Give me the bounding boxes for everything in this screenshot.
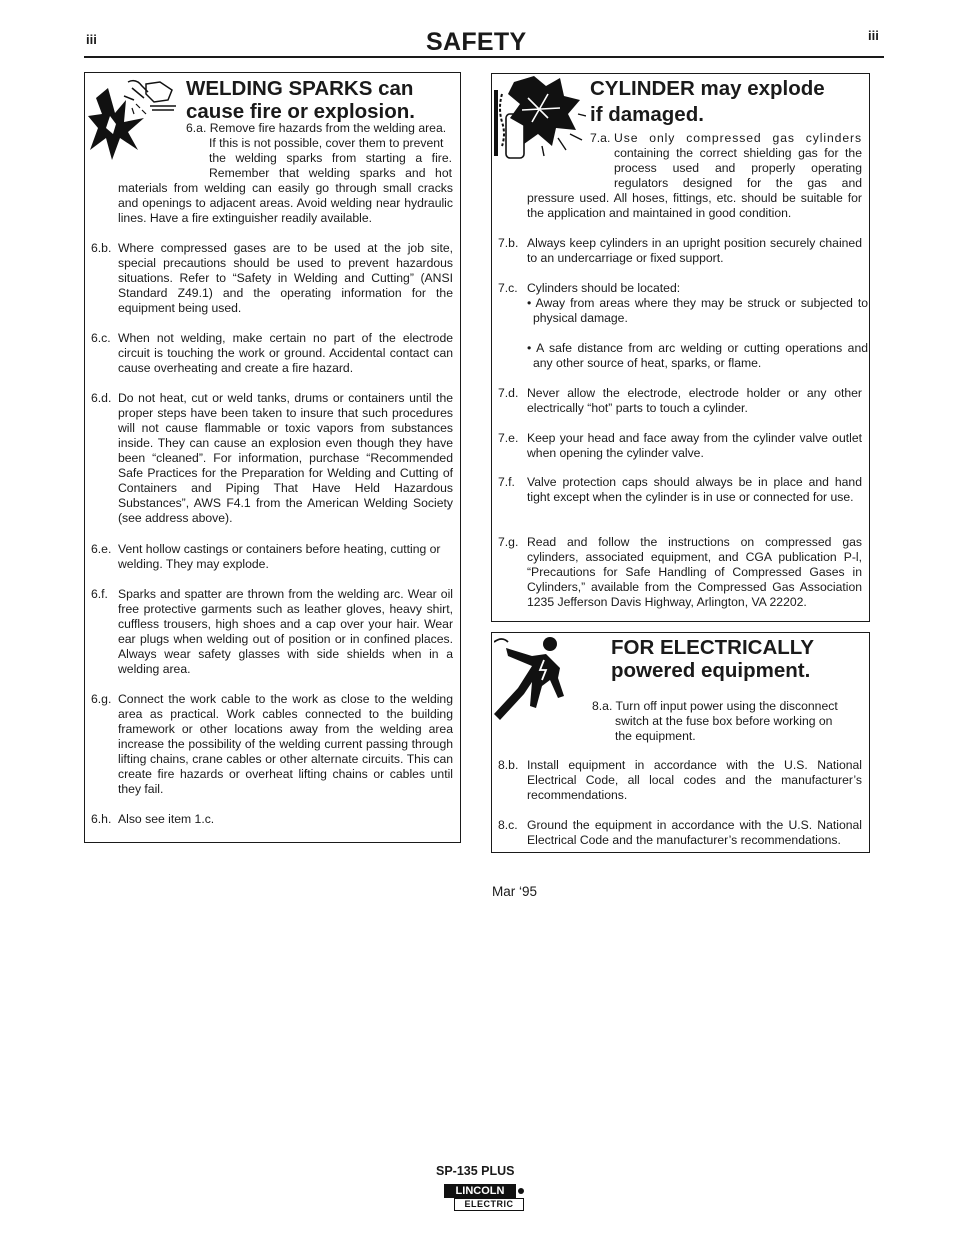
header-rule	[84, 56, 884, 58]
item-text: Never allow the electrode, electrode holder or any other electrically “hot” parts to touch a cylinder.	[527, 386, 862, 415]
item-text: Where compressed gases are to be used at the job site, special precautions should be used to prevent hazardous situations. Refer to “Safety in Welding and Cutting” (ANSI Standard Z49.1) and the operating information for the equipment being used.	[118, 241, 453, 315]
item-text: Do not heat, cut or weld tanks, drums or containers until the proper steps have been taken to insure that such procedures will not cause flammable or toxic vapors from substances inside. They can cause an explosion even though they have been “cleaned”. For information, purchase “Recommended Safe Practices for the Preparation for Welding and Cutting of Containers and Piping That Have Held Hazardous Substances”, AWS F4.1 from the American Welding Society (see address above).	[118, 391, 453, 525]
electric-shock-icon	[494, 634, 576, 729]
bullet-safe-distance: • A safe distance from arc welding or cutting operations and any other source of heat, sparks, or flame.	[527, 341, 868, 370]
item-number: 7.c.	[498, 281, 518, 295]
item-7g	[498, 535, 862, 610]
item-6b	[91, 241, 453, 316]
item-number: 6.c.	[91, 331, 111, 345]
item-6c	[91, 331, 453, 376]
item-number: 8.c.	[498, 818, 518, 832]
model-name: SP-135 PLUS	[436, 1164, 515, 1178]
page-number-right: iii	[868, 28, 879, 43]
item-6a-continued: materials from welding can easily go through small cracks and openings to adjacent areas. Avoid welding near hydraulic lines. Have a fire extinguisher readily available.	[118, 181, 453, 225]
item-7a-line1: Use only compressed gas cylinders	[614, 131, 862, 145]
welding-sparks-explosion-icon	[88, 78, 180, 167]
item-7a-line3: process used and properly operating	[614, 161, 862, 175]
item-number: 6.h.	[91, 812, 112, 826]
item-number: 8.b.	[498, 758, 519, 772]
item-7d	[498, 386, 862, 416]
item-text: Install equipment in accordance with the U.S. National Electrical Code, all local codes and the manufacturer’s recommendations.	[527, 758, 862, 802]
item-7a-continued: pressure used. All hoses, fittings, etc. should be suitable for the application and maintained in good condition.	[527, 191, 862, 220]
item-number: 6.b.	[91, 241, 112, 255]
item-6e	[91, 542, 453, 572]
item-text: Ground the equipment in accordance with the U.S. National Electrical Code and the manufacturer’s recommendations.	[527, 818, 862, 847]
logo-bottom-text: ELECTRIC	[454, 1198, 524, 1211]
item-text: Cylinders should be located:	[527, 281, 681, 295]
item-7a-line2: containing the correct shielding gas for the	[614, 146, 862, 160]
item-number: 7.f.	[498, 475, 515, 489]
item-7a-number: 7.a.	[590, 131, 611, 145]
item-7e	[498, 431, 862, 461]
item-6g	[91, 692, 453, 797]
item-6d	[91, 391, 453, 526]
item-number: 6.e.	[91, 542, 112, 556]
item-number: 7.g.	[498, 535, 519, 549]
item-text: Connect the work cable to the work as close to the welding area as practical. Work cables connected to the building framework or other locations away from the welding area increase the possibility of the welding current passing through lifting chains, crane cables or other alternate circuits. This can create fire hazards or overheat lifting chains or cables until they fail.	[118, 692, 453, 796]
item-number: 7.d.	[498, 386, 519, 400]
item-7a-line4: regulators designed for the gas and	[614, 176, 862, 190]
item-8b	[498, 758, 862, 803]
revision-date: Mar ‘95	[492, 884, 538, 899]
item-text: Also see item 1.c.	[118, 812, 215, 826]
cylinder-heading-line2: if damaged.	[590, 103, 704, 126]
item-6a-line4: Remember that welding sparks and hot	[209, 166, 452, 180]
item-6h	[91, 812, 453, 827]
item-number: 7.e.	[498, 431, 519, 445]
item-6a-line2: If this is not possible, cover them to prevent	[209, 136, 444, 150]
item-number: 6.g.	[91, 692, 112, 706]
item-7f	[498, 475, 862, 505]
logo-registered-dot	[518, 1188, 524, 1194]
exploding-cylinder-icon	[494, 74, 586, 165]
item-8a-line2: switch at the fuse box before working on	[615, 714, 833, 728]
item-6a-line1: 6.a. Remove fire hazards from the welding area.	[186, 121, 447, 135]
item-7b	[498, 236, 862, 266]
item-number: 7.b.	[498, 236, 519, 250]
lincoln-electric-logo	[444, 1184, 526, 1212]
item-6f	[91, 587, 453, 677]
page-title: SAFETY	[426, 28, 527, 56]
item-text: When not welding, make certain no part of the electrode circuit is touching the work or ground. Accidental contact can cause overheating and create a fire hazard.	[118, 331, 453, 375]
item-7c	[498, 281, 862, 296]
item-text: Read and follow the instructions on compressed gas cylinders, associated equipment, and CGA publication P-l, “Precautions for Safe Handling of Compressed Gases in Cylinders,” available from the Compressed Gas Association 1235 Jefferson Davis Highway, Arlington, VA 22202.	[527, 535, 862, 609]
item-number: 6.d.	[91, 391, 112, 405]
welding-sparks-heading-line2: cause fire or explosion.	[186, 100, 415, 123]
electrical-heading-line2: powered equipment.	[611, 659, 811, 682]
page-number-left: iii	[86, 32, 97, 47]
item-text: Sparks and spatter are thrown from the welding arc. Wear oil free protective garments such as leather gloves, heavy shirt, cuffless trousers, high shoes and a cap over your hair. Wear ear plugs when welding out of position or in confined places. Always wear safety glasses with side shields when in a welding area.	[118, 587, 453, 676]
item-text: Keep your head and face away from the cylinder valve outlet when opening the cylinder valve.	[527, 431, 862, 460]
bullet-away-from-damage: • Away from areas where they may be struck or subjected to physical damage.	[527, 296, 868, 325]
item-text: Valve protection caps should always be in place and hand tight except when the cylinder is in use or connected for use.	[527, 475, 862, 504]
electrical-heading-line1: FOR ELECTRICALLY	[611, 636, 815, 659]
item-8a-line1: 8.a. Turn off input power using the disconnect	[592, 699, 838, 713]
item-8a-line3: the equipment.	[615, 729, 696, 743]
welding-sparks-heading-line1: WELDING SPARKS can	[186, 77, 414, 100]
item-text: Always keep cylinders in an upright position securely chained to an undercarriage or fixed support.	[527, 236, 862, 265]
item-text: Vent hollow castings or containers before heating, cutting or welding. They may explode.	[118, 542, 441, 571]
logo-top-text: LINCOLN	[444, 1184, 516, 1198]
item-6a-line3: the welding sparks from starting a fire.	[209, 151, 452, 165]
item-8c	[498, 818, 862, 848]
item-number: 6.f.	[91, 587, 108, 601]
cylinder-heading-line1: CYLINDER may explode	[590, 77, 825, 100]
